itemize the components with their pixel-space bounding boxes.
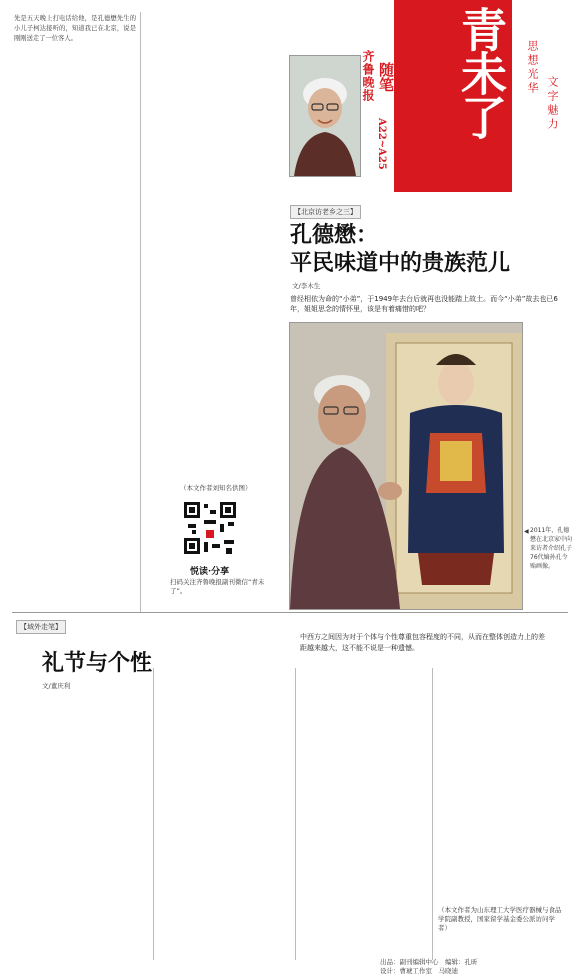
main-photo bbox=[289, 322, 523, 610]
footer-line-1: 出品：副刊编辑中心 编辑：孔昕 bbox=[380, 958, 478, 966]
column-tag: 【域外走笔】 bbox=[16, 620, 66, 634]
bottom-col-3 bbox=[302, 672, 426, 958]
bottom-rule-1 bbox=[153, 668, 154, 960]
masthead bbox=[386, 0, 580, 200]
section-name: 随笔 bbox=[377, 62, 395, 92]
bottom-author: 文/董庆利 bbox=[42, 682, 71, 690]
bottom-col-4 bbox=[438, 672, 562, 902]
masthead-title-block bbox=[394, 0, 512, 192]
photo-caption-marker: ◀ bbox=[524, 528, 529, 535]
bottom-title: 礼节与个性 bbox=[42, 650, 153, 676]
main-lead: 曾经相依为命的“小弟”，于1949年去台后就再也没能踏上故土。而今“小弟”故去也已6年，姐姐思念的情怀里，该是有着痛惜的吧？ bbox=[290, 295, 558, 313]
slogan-a: 思想光华 bbox=[526, 40, 539, 96]
main-title-line1: 孔德懋： bbox=[290, 222, 379, 248]
left-paragraph: 先是五天晚上打电话给他，是孔德懋先生的小儿子柯达接听的，知道我已在北京，说是刚刚送走了一位客人。 bbox=[14, 15, 136, 42]
left-column-text bbox=[14, 14, 136, 614]
qr-block bbox=[170, 500, 280, 600]
photo-credit: （本文作者刘知名供图） bbox=[180, 484, 252, 492]
paper-logo: 齐鲁晚报 bbox=[361, 50, 375, 102]
author-note: （本文作者为山东理工大学医疗器械与食品学院副教授，国家留学基金委公派访问学者） bbox=[438, 906, 562, 932]
bottom-rule-2 bbox=[295, 668, 296, 960]
middle-column-text-b bbox=[146, 175, 284, 485]
qr-desc: 扫码关注齐鲁晚报副刊微信“青未了”。 bbox=[170, 578, 265, 595]
qr-title: 悦读·分享 bbox=[190, 567, 230, 577]
masthead-title: 青未了 bbox=[454, 6, 508, 138]
issue-date: 2014.7.30 bbox=[394, 122, 402, 158]
section-divider bbox=[12, 612, 568, 613]
main-photo-caption: 2011年，孔德懋在北京家中向来访者介绍孔子76代嫡孙孔令贻画像。 bbox=[530, 527, 573, 570]
bottom-rule-3 bbox=[432, 668, 433, 960]
portrait-photo bbox=[289, 55, 361, 177]
pullquote: 中西方之间因为对于个体与个性尊重包容程度的不同，从而在整体创造力上的差距越来越大，这不能不说是一种遗憾。 bbox=[300, 633, 545, 652]
bottom-col-2 bbox=[160, 672, 288, 958]
issue-weekday: 星期三 bbox=[395, 102, 402, 120]
section-box bbox=[360, 48, 404, 196]
main-author: 文/李木生 bbox=[292, 282, 321, 290]
page-range: A22~A25 bbox=[376, 118, 387, 170]
masthead-slogan bbox=[516, 40, 572, 190]
footer bbox=[380, 958, 570, 976]
footer-line-2: 设计：曹琥工作室 马晓迪 bbox=[380, 967, 458, 975]
slogan-b: 文字魅力 bbox=[546, 76, 559, 132]
qr-code-icon[interactable] bbox=[182, 500, 238, 556]
main-title-line2: 平民味道中的贵族范儿 bbox=[290, 250, 511, 276]
bottom-col-1 bbox=[18, 700, 146, 958]
series-tag: 【北京访老乡之三】 bbox=[290, 205, 361, 219]
left-column-rule bbox=[140, 12, 141, 612]
